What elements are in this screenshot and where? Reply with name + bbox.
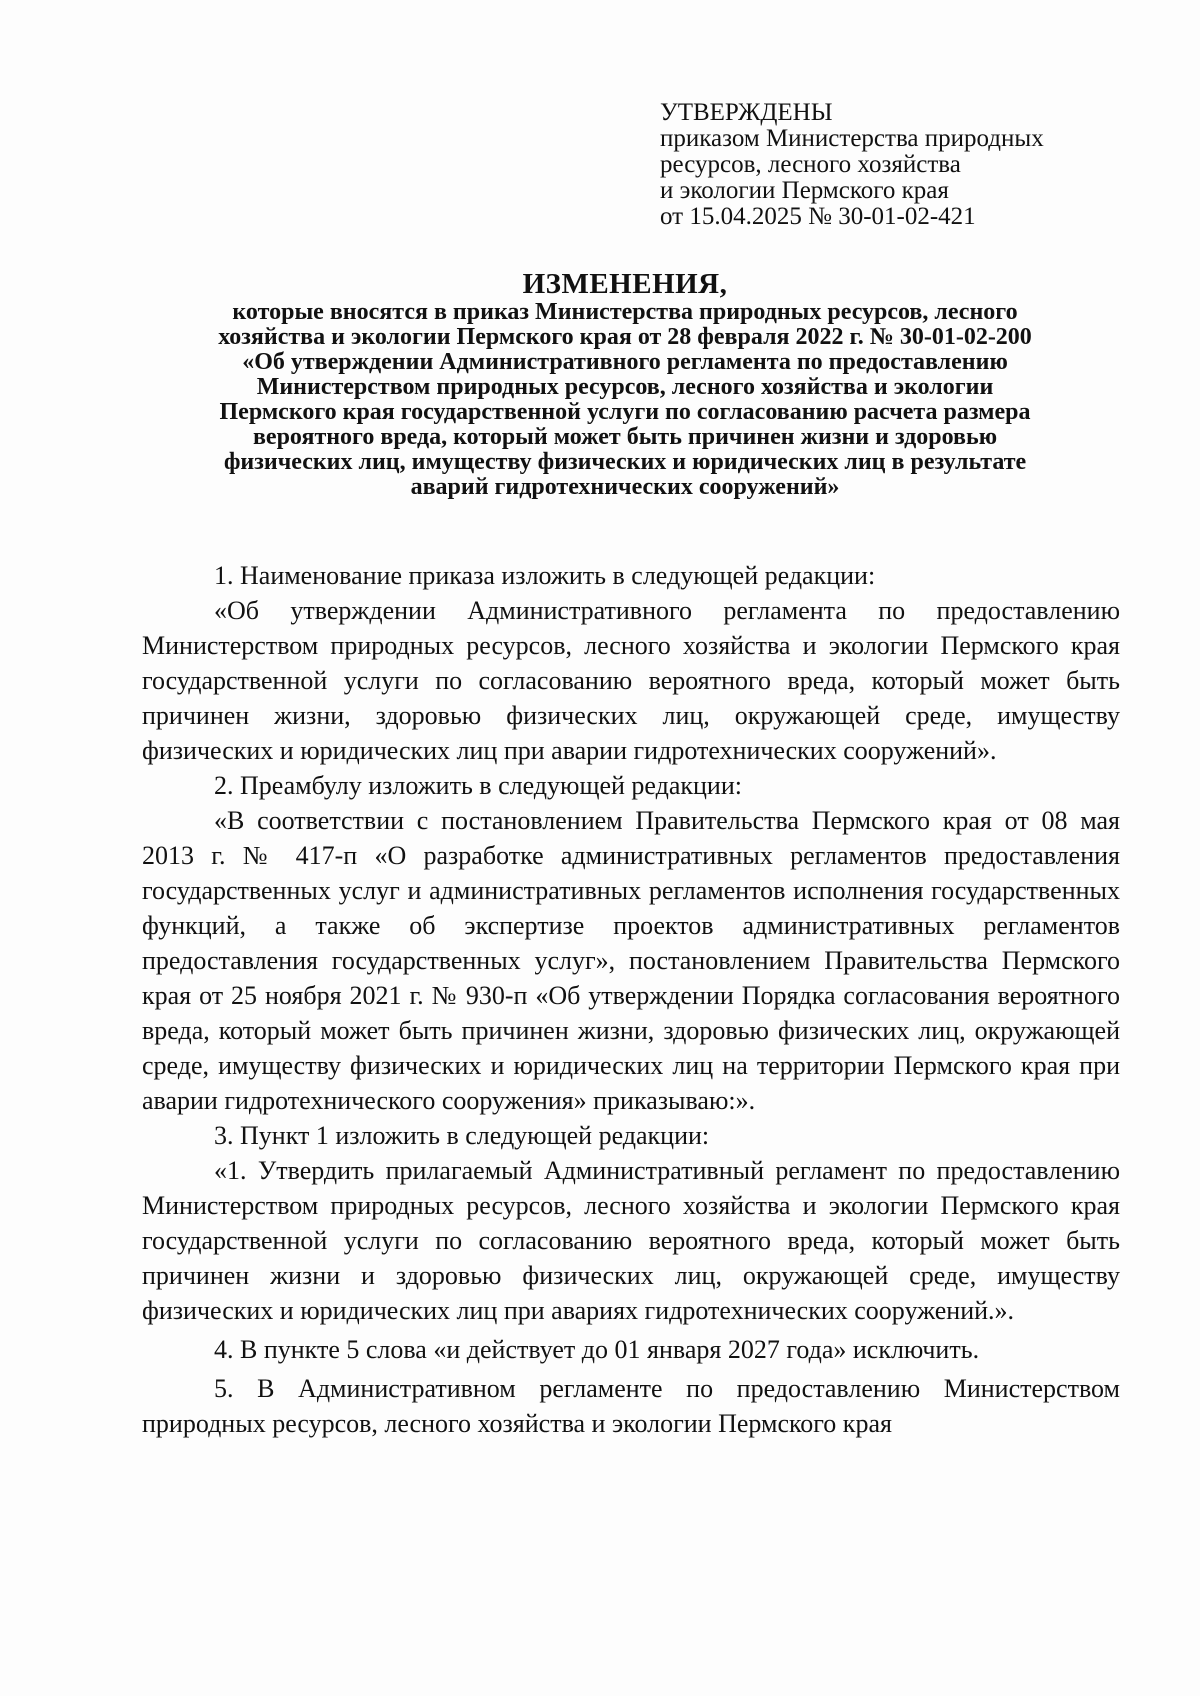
item-1-heading: 1. Наименование приказа изложить в следующей редакции: — [214, 561, 876, 590]
item-3-heading: 3. Пункт 1 изложить в следующей редакции: — [214, 1121, 710, 1150]
title-line: хозяйства и экологии Пермского края от 28 февраля 2022 г. № 30-01-02-200 — [218, 324, 1032, 350]
title-line: вероятного вреда, который может быть причинен жизни и здоровью — [252, 424, 998, 450]
item-2-heading: 2. Преамбулу изложить в следующей редакции: — [214, 771, 742, 800]
approval-heading: УТВЕРЖДЕНЫ — [660, 99, 833, 126]
title-line: которые вносятся в приказ Министерства природных ресурсов, лесного — [232, 299, 1018, 325]
item-3-text: «1. Утвердить прилагаемый Административный регламент по предоставлению Министерством природных ресурсов, лесного хозяйства и экологии Пермского края государственной услуги по согласованию вероятного вреда, который может быть причинен жизни и здоровью физических лиц, окружающей среде, имуществу физических и юридических лиц при авариях гидротехнических сооружений.». — [142, 1156, 1120, 1325]
document-body — [142, 558, 1120, 1441]
item-2-text: «В соответствии с постановлением Правительства Пермского края от 08 мая 2013 г. № 417-п «О разработке административных регламентов предоставления государственных услуг и административных регламентов исполнения государственных функций, а также об экспертизе проектов административных регламентов предоставления государственных услуг», постановлением Правительства Пермского края от 25 ноября 2021 г. № 930-п «Об утверждении Порядка согласования вероятного вреда, который может быть причинен жизни, здоровью физических лиц, окружающей среде, имуществу физических и юридических лиц на территории Пермского края при аварии гидротехнического сооружения» приказываю:». — [142, 806, 1120, 1115]
approval-line: и экологии Пермского края — [660, 177, 949, 204]
document-title — [130, 268, 1120, 500]
title-line: физических лиц, имуществу физических и юридических лиц в результате — [223, 449, 1027, 475]
title-line: «Об утверждении Административного регламента по предоставлению — [242, 349, 1008, 375]
title-line: Пермского края государственной услуги по согласованию расчета размера — [219, 399, 1031, 425]
approval-line: приказом Министерства природных — [660, 125, 1044, 152]
item-5-text: 5. В Административном регламенте по предоставлению Министерством природных ресурсов, лесного хозяйства и экологии Пермского края — [142, 1374, 1120, 1438]
approval-line: ресурсов, лесного хозяйства — [660, 151, 961, 178]
title-line: Министерством природных ресурсов, лесного хозяйства и экологии — [256, 374, 994, 400]
title-line: аварий гидротехнических сооружений» — [410, 474, 840, 500]
approval-order-number: от 15.04.2025 № 30-01-02-421 — [660, 203, 976, 230]
title-heading: ИЗМЕНЕНИЯ, — [522, 268, 728, 300]
approval-stamp-block — [660, 100, 1140, 230]
item-1-text: «Об утверждении Административного регламента по предоставлению Министерством природных ресурсов, лесного хозяйства и экологии Пермского края государственной услуги по согласованию вероятного вреда, который может быть причинен жизни, здоровью физических лиц, окружающей среде, имуществу физических и юридических лиц при аварии гидротехнических сооружений». — [142, 596, 1120, 765]
item-4-text: 4. В пункте 5 слова «и действует до 01 января 2027 года» исключить. — [214, 1335, 980, 1364]
